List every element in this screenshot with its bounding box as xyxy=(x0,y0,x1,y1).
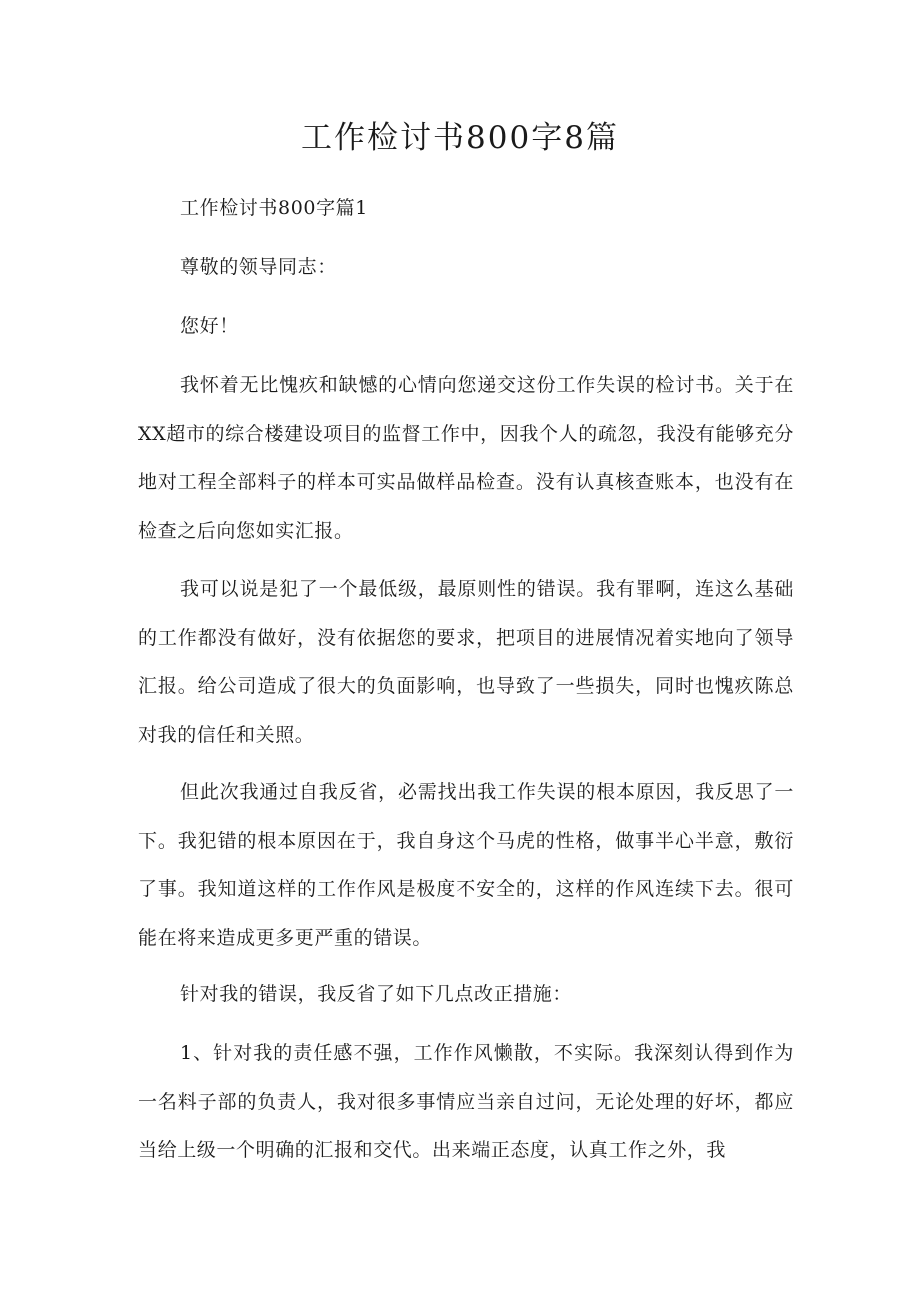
section-heading: 工作检讨书800字篇1 xyxy=(180,197,368,219)
body-paragraph: 但此次我通过自我反省，必需找出我工作失误的根本原因，我反思了一下。我犯错的根本原因在于，我自身这个马虎的性格，做事半心半意，敷衍了事。我知道这样的工作作风是极度不安全的，这样的作风连续下去。很可能在将来造成更多更严重的错误。 xyxy=(138,781,794,949)
body-paragraph: 我怀着无比愧疚和缺憾的心情向您递交这份工作失误的检讨书。关于在XX超市的综合楼建设项目的监督工作中，因我个人的疏忽，我没有能够充分地对工程全部料子的样本可实品做样品检查。没有认真核查账本，也没有在检查之后向您如实汇报。 xyxy=(138,374,794,542)
document-title: 工作检讨书800字8篇 xyxy=(301,120,619,156)
body-paragraph: 针对我的错误，我反省了如下几点改正措施： xyxy=(180,983,573,1005)
body-paragraph: 1、针对我的责任感不强，工作作风懒散，不实际。我深刻认得到作为一名料子部的负责人，我对很多事情应当亲自过问，无论处理的好坏，都应当给上级一个明确的汇报和交代。出来端正态度，认真工作之外，我 xyxy=(138,1042,794,1162)
body-paragraph: 我可以说是犯了一个最低级，最原则性的错误。我有罪啊，连这么基础的工作都没有做好，没有依据您的要求，把项目的进展情况着实地向了领导汇报。给公司造成了很大的负面影响，也导致了一些损失，同时也愧疚陈总对我的信任和关照。 xyxy=(138,578,794,746)
salutation-line: 您好！ xyxy=(180,315,239,337)
greeting-line: 尊敬的领导同志： xyxy=(180,256,337,278)
